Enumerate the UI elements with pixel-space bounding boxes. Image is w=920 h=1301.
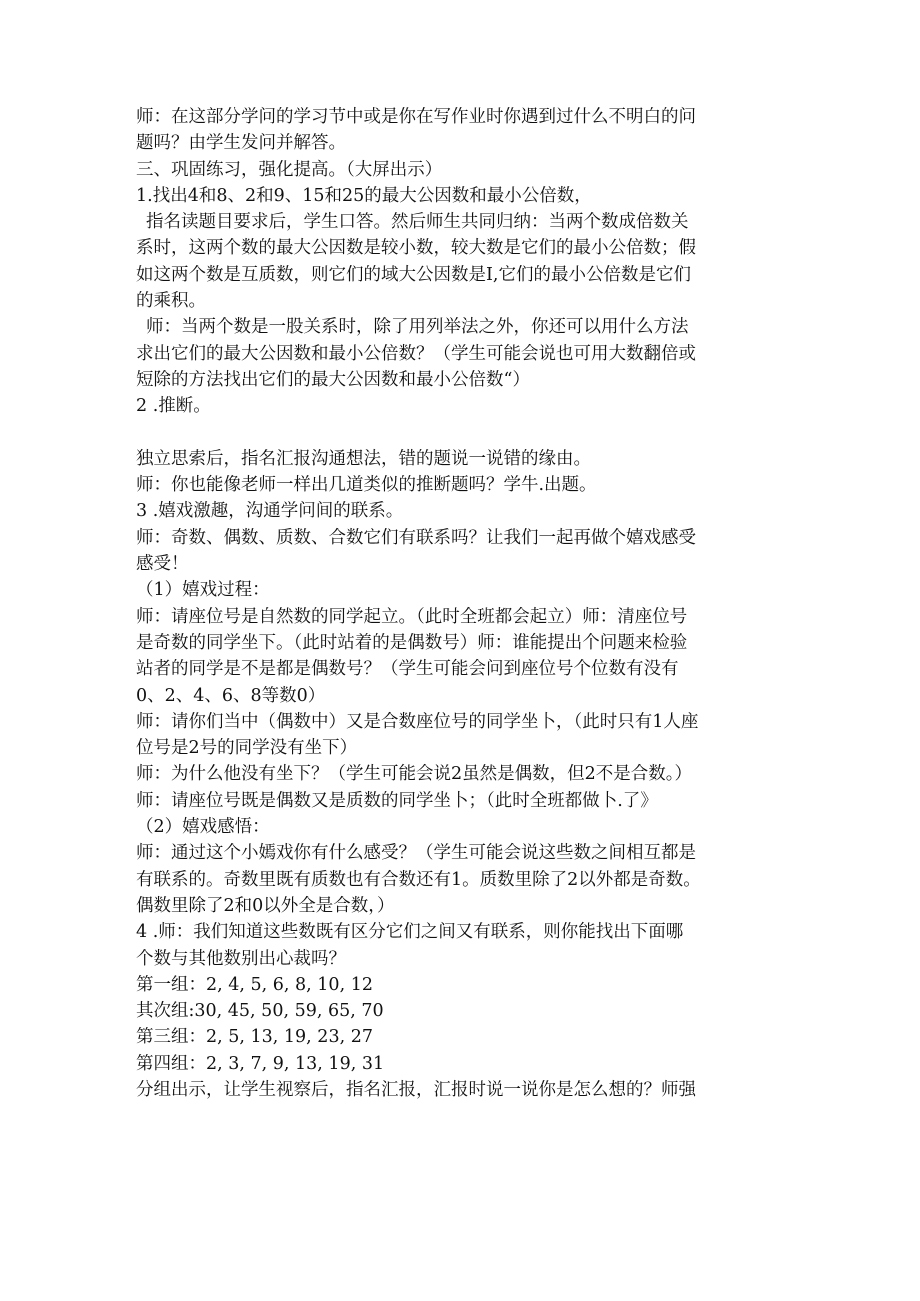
exercise-item-3: 3 .嬉戏激趣，沟通学问间的联系。 [136, 501, 404, 522]
text-line: 师：请座位号既是偶数又是质数的同学坐卜；（此时全班都做卜.了》 [136, 790, 658, 811]
text-line: 师：奇数、偶数、质数、合数它们有联系吗？让我们一起再做个嬉戏感受 [136, 527, 696, 548]
text-line: 有联系的。奇数里既有质数也有合数还有1。质数里除了2以外都是奇数。 [136, 869, 701, 890]
sub-heading: （1）嬉戏过程： [136, 580, 270, 601]
text-line: 偶数里除了2和0以外全是合数，） [136, 895, 395, 916]
text-line: 如这两个数是互质数，则它们的域大公因数是I,它们的最小公倍数是它们 [136, 264, 691, 285]
text-line: 求出它们的最大公因数和最小公倍数？（学生可能会说也可用大数翻倍或 [136, 343, 696, 364]
blank-line [136, 420, 786, 446]
section-heading: 三、巩固练习，强化提高。（大屏出示） [136, 159, 443, 180]
number-group-1: 第一组：2, 4, 5, 6, 8, 10, 12 [136, 974, 373, 995]
text-line: 位号是2号的同学没有坐下） [136, 738, 358, 759]
text-line: 的乘积。 [136, 291, 206, 312]
text-line: 0、2、4、6、8等数0） [136, 685, 326, 706]
text-line: 师：你也能像老师一样出几道类似的推断题吗？学牛.出题。 [136, 475, 597, 496]
number-group-3: 第三组：2, 5, 13, 19, 23, 27 [136, 1027, 373, 1048]
text-line: 个数与其他数别出心裁吗？ [136, 948, 346, 969]
text-line: 师：请你们当中（偶数中）又是合数座位号的同学坐卜，（此时只有1人座 [136, 711, 699, 732]
text-line: 站者的同学是不是都是偶数号？（学生可能会问到座位号个位数有没有 [136, 659, 679, 680]
text-line: 系时，这两个数的最大公因数是较小数，较大数是它们的最小公倍数；假 [136, 238, 696, 259]
sub-heading: （2）嬉戏感悟： [136, 817, 270, 838]
number-group-4: 第四组：2, 3, 7, 9, 13, 19, 31 [136, 1053, 385, 1074]
text-line: 师：为什么他没有坐下？（学生可能会说2虽然是偶数，但2不是合数。） [136, 764, 693, 785]
text-line: 感受！ [136, 554, 189, 575]
text-line: 师：当两个数是一股关系时，除了用列举法之外，你还可以用什么方法 [146, 317, 689, 338]
text-line: 短除的方法找出它们的最大公因数和最小公倍数“） [136, 369, 530, 390]
text-line: 指名读题目要求后，学生口答。然后师生共同归纳：当两个数成倍数关 [146, 212, 689, 233]
text-line: 师：在这部分学问的学习节中或是你在写作业时你遇到过什么不明白的问 [136, 107, 696, 127]
text-line: 题吗？由学生发问并解答。 [136, 133, 346, 154]
text-line: 分组出示，让学生视察后，指名汇报，汇报时说一说你是怎么想的？师强 [136, 1079, 696, 1100]
text-line: 师：请座位号是自然数的同学起立。（此时全班都会起立）师：清座位号 [136, 606, 688, 627]
text-line: 独立思索后，指名汇报沟通想法，错的题说一说错的缘由。 [136, 448, 591, 469]
exercise-item-4: 4 .师：我们知道这些数既有区分它们之间又有联系，则你能找出下面哪 [136, 922, 684, 943]
text-line: 是奇数的同学坐下。（此时站着的是偶数号）师：谁能提出个问题来检验 [136, 632, 688, 653]
exercise-item-2: 2 .推断。 [136, 396, 211, 417]
document-body [136, 104, 786, 1103]
text-line: 师：通过这个小嫣戏你有什么感受？（学生可能会说这些数之间相互都是 [136, 843, 696, 864]
exercise-item-1: 1.找出4和8、2和9、15和25的最大公因数和最小公倍数， [136, 185, 592, 206]
number-group-2: 其次组:30, 45, 50, 59, 65, 70 [136, 1001, 384, 1022]
